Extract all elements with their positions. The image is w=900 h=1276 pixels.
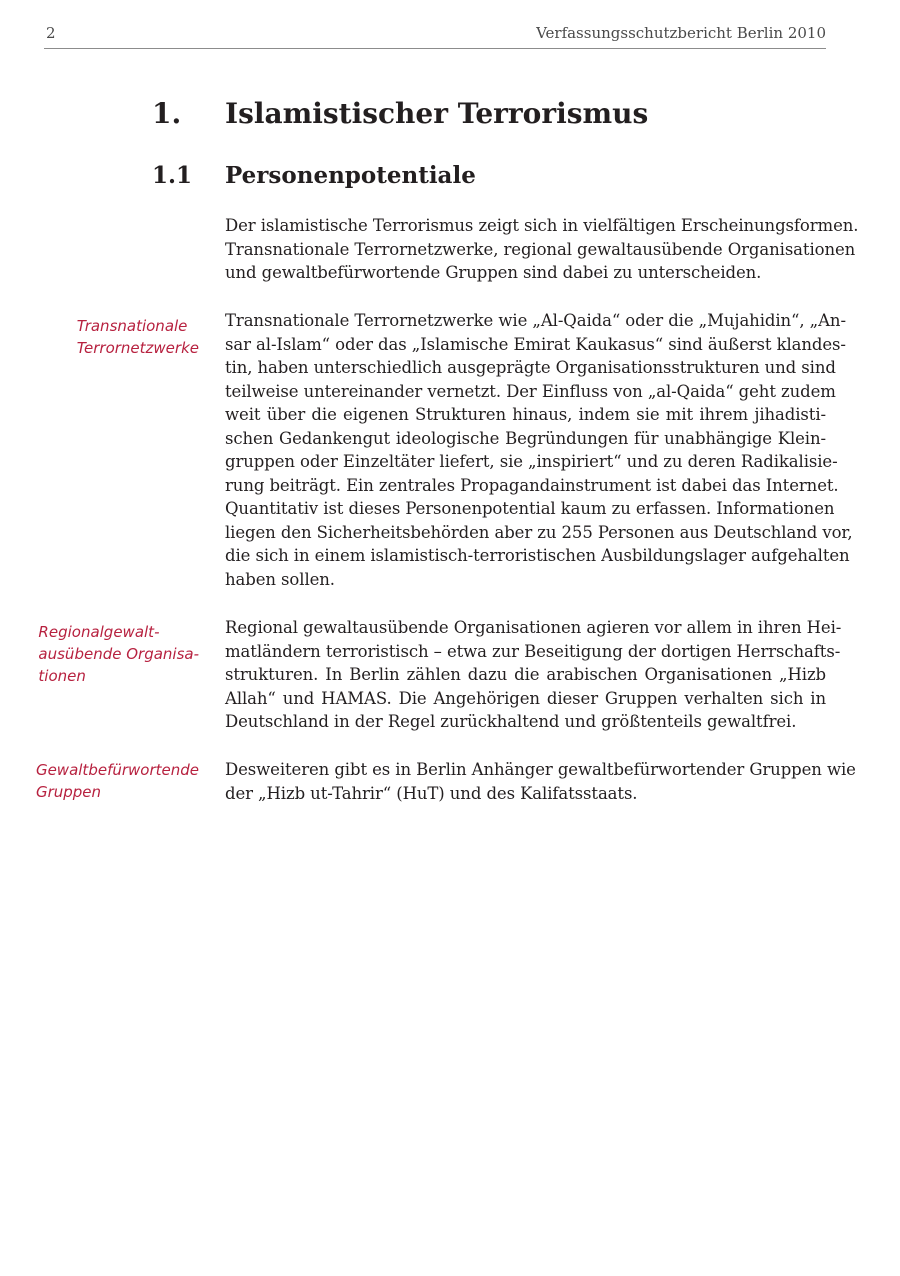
margin-note-transnational-networks — [77, 315, 199, 359]
margin-note-violence-advocating-groups — [36, 759, 199, 803]
text-line: Deutschland in der Regel zurückhaltend und größtenteils gewaltfrei. — [225, 712, 797, 731]
text-line: rung beiträgt. Ein zentrales Propagandainstrument ist dabei das Internet. — [225, 475, 839, 495]
section-number: 1.1 — [152, 162, 193, 189]
paragraph-transnational-networks — [225, 309, 853, 591]
text-line: strukturen. In Berlin zählen dazu die arabischen Organisationen „Hizb — [225, 665, 826, 684]
paragraph-intro — [225, 214, 859, 285]
paragraph-violence-advocating-groups — [225, 758, 856, 805]
text-line: Der islamistische Terrorismus zeigt sich in vielfältigen Erscheinungsformen. — [225, 216, 859, 235]
margin-note-line: Transnationale — [76, 317, 188, 335]
text-line: Transnationale Terrornetzwerke wie „Al-Qaida“ oder die „Mujahidin“, „An- — [225, 311, 846, 330]
chapter-title: Islamistischer Terrorismus — [225, 97, 649, 130]
text-line: liegen den Sicherheitsbehörden aber zu 255 Personen aus Deutschland vor, — [225, 522, 853, 542]
text-line: tin, haben unterschiedlich ausgeprägte Organisationsstrukturen und sind — [225, 358, 836, 377]
margin-note-line: Gewaltbefürwortende — [35, 761, 199, 779]
text-line: teilweise untereinander vernetzt. Der Einfluss von „al-Qaida“ geht zudem — [225, 381, 836, 401]
margin-note-line: Gruppen — [35, 783, 102, 801]
margin-note-line: Regionalgewalt- — [38, 623, 160, 641]
margin-note-line: Terrornetzwerke — [76, 339, 199, 357]
chapter-number: 1. — [152, 97, 182, 130]
text-line: Desweiteren gibt es in Berlin Anhänger gewaltbefürwortender Gruppen wie — [225, 760, 856, 779]
section-title: Personenpotentiale — [225, 162, 476, 189]
text-line: matländern terroristisch – etwa zur Beseitigung der dortigen Herrschafts- — [225, 641, 841, 661]
paragraph-regional-organisations — [225, 616, 842, 734]
margin-note-line: tionen — [38, 667, 86, 685]
text-line: sar al-Islam“ oder das „Islamische Emirat Kaukasus“ sind äußerst klandes- — [225, 334, 846, 354]
text-line: weit über die eigenen Strukturen hinaus, indem sie mit ihrem jihadisti- — [225, 405, 826, 424]
text-line: Regional gewaltausübende Organisationen agieren vor allem in ihren Hei- — [225, 618, 842, 637]
report-title: Verfassungsschutzbericht Berlin 2010 — [536, 24, 826, 42]
text-line: Allah“ und HAMAS. Die Angehörigen dieser Gruppen verhalten sich in — [225, 688, 826, 708]
text-line: Quantitativ ist dieses Personenpotential kaum zu erfassen. Informationen — [225, 499, 835, 518]
page-number: 2 — [46, 24, 56, 42]
running-header — [44, 22, 826, 49]
margin-note-line: ausübende Organisa- — [38, 645, 199, 663]
text-line: schen Gedankengut ideologische Begründungen für unabhängige Klein- — [225, 428, 826, 448]
text-line: Transnationale Terrornetzwerke, regional gewaltausübende Organisationen — [225, 239, 856, 259]
text-line: und gewaltbefürwortende Gruppen sind dabei zu unterscheiden. — [225, 263, 762, 282]
text-line: die sich in einem islamistisch-terroristischen Ausbildungslager aufgehalten — [225, 546, 850, 565]
text-line: haben sollen. — [225, 569, 335, 589]
margin-note-regional-violent-organisations — [38, 621, 199, 687]
text-line: der „Hizb ut-Tahrir“ (HuT) und des Kalifatsstaats. — [225, 783, 638, 803]
text-line: gruppen oder Einzeltäter liefert, sie „inspiriert“ und zu deren Radikalisie- — [225, 452, 838, 471]
